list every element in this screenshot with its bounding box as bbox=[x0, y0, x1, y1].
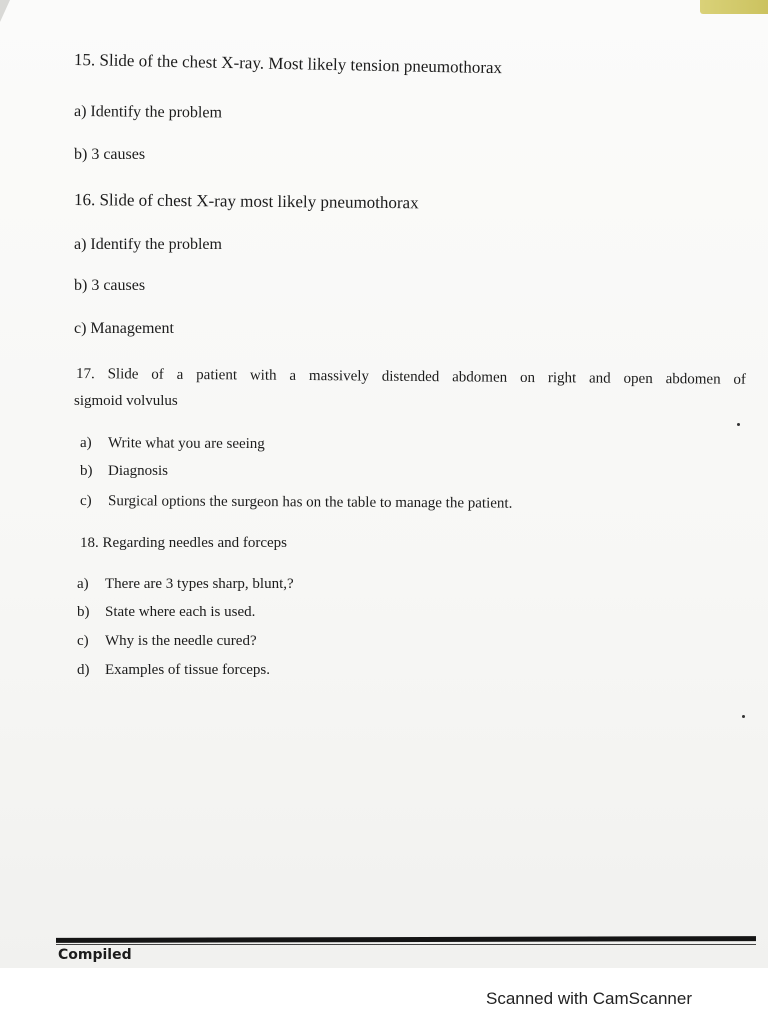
q17-word: Slide bbox=[107, 366, 139, 383]
scan-speck bbox=[737, 423, 740, 426]
q17-word: abdomen bbox=[665, 371, 721, 388]
q16-item-b: b) 3 causes bbox=[74, 277, 146, 294]
q17-word: a bbox=[289, 367, 297, 384]
footer-rule-thin bbox=[56, 944, 756, 945]
q17-word: 17. bbox=[75, 366, 95, 383]
q18-item-c bbox=[77, 631, 257, 651]
q17-word: of bbox=[733, 371, 747, 388]
q17-item-c bbox=[80, 491, 512, 514]
q17-item-b-label: b) bbox=[80, 463, 93, 479]
q17-item-a bbox=[80, 433, 265, 454]
q18-item-c-label: c) bbox=[77, 633, 89, 649]
q17-word: massively bbox=[308, 368, 370, 385]
scan-speck bbox=[742, 715, 745, 718]
q16-item-a: a) Identify the problem bbox=[74, 236, 222, 253]
camscanner-watermark: Scanned with CamScanner bbox=[485, 989, 692, 1008]
q15-item-b: b) 3 causes bbox=[74, 146, 146, 163]
q17-word: and bbox=[588, 370, 611, 387]
q17-item-c-text: Surgical options the surgeon has on the table to manage the patient. bbox=[107, 493, 513, 512]
q17-word: patient bbox=[196, 367, 238, 384]
q17-word: of bbox=[151, 366, 164, 383]
q18-item-d-label: d) bbox=[77, 662, 90, 678]
q18-item-a bbox=[77, 574, 294, 594]
q18-item-a-label: a) bbox=[77, 576, 89, 592]
footer-rule bbox=[56, 936, 756, 943]
q17-item-c-label: c) bbox=[79, 493, 92, 510]
q17-item-b-text: Diagnosis bbox=[108, 463, 168, 479]
q18-item-a-text: There are 3 types sharp, blunt,? bbox=[105, 576, 294, 592]
q18-item-b bbox=[77, 602, 255, 622]
q17-word: open bbox=[623, 370, 653, 388]
q17-item-a-label: a) bbox=[79, 435, 92, 452]
q17-item-b bbox=[80, 461, 168, 481]
q18-title: 18. Regarding needles and forceps bbox=[80, 535, 288, 551]
q17-title-line1 bbox=[76, 364, 746, 390]
q17-word: right bbox=[547, 370, 577, 387]
q17-word: abdomen bbox=[452, 369, 508, 386]
q16-title: 16. Slide of chest X-ray most likely pneumothorax bbox=[73, 190, 419, 213]
q18-item-d-text: Examples of tissue forceps. bbox=[105, 662, 270, 678]
q17-title-line2: sigmoid volvulus bbox=[74, 393, 178, 409]
q17-word: a bbox=[176, 366, 184, 383]
q16-item-c: c) Management bbox=[74, 320, 174, 337]
page-corner-mark bbox=[0, 0, 10, 22]
q15-title: 15. Slide of the chest X-ray. Most likely tension pneumothorax bbox=[73, 50, 503, 78]
q17-word: distended bbox=[381, 368, 440, 386]
q18-item-d bbox=[77, 660, 270, 680]
footer-compiled: Compiled bbox=[58, 947, 132, 963]
q17-word: with bbox=[249, 367, 277, 384]
q17-word: on bbox=[519, 369, 536, 387]
q18-item-b-text: State where each is used. bbox=[105, 604, 256, 620]
highlighter-mark bbox=[700, 0, 768, 14]
q18-item-b-label: b) bbox=[77, 604, 90, 620]
q15-item-a: a) Identify the problem bbox=[73, 103, 223, 122]
q17-item-a-text: Write what you are seeing bbox=[107, 435, 265, 453]
q18-item-c-text: Why is the needle cured? bbox=[105, 633, 257, 649]
